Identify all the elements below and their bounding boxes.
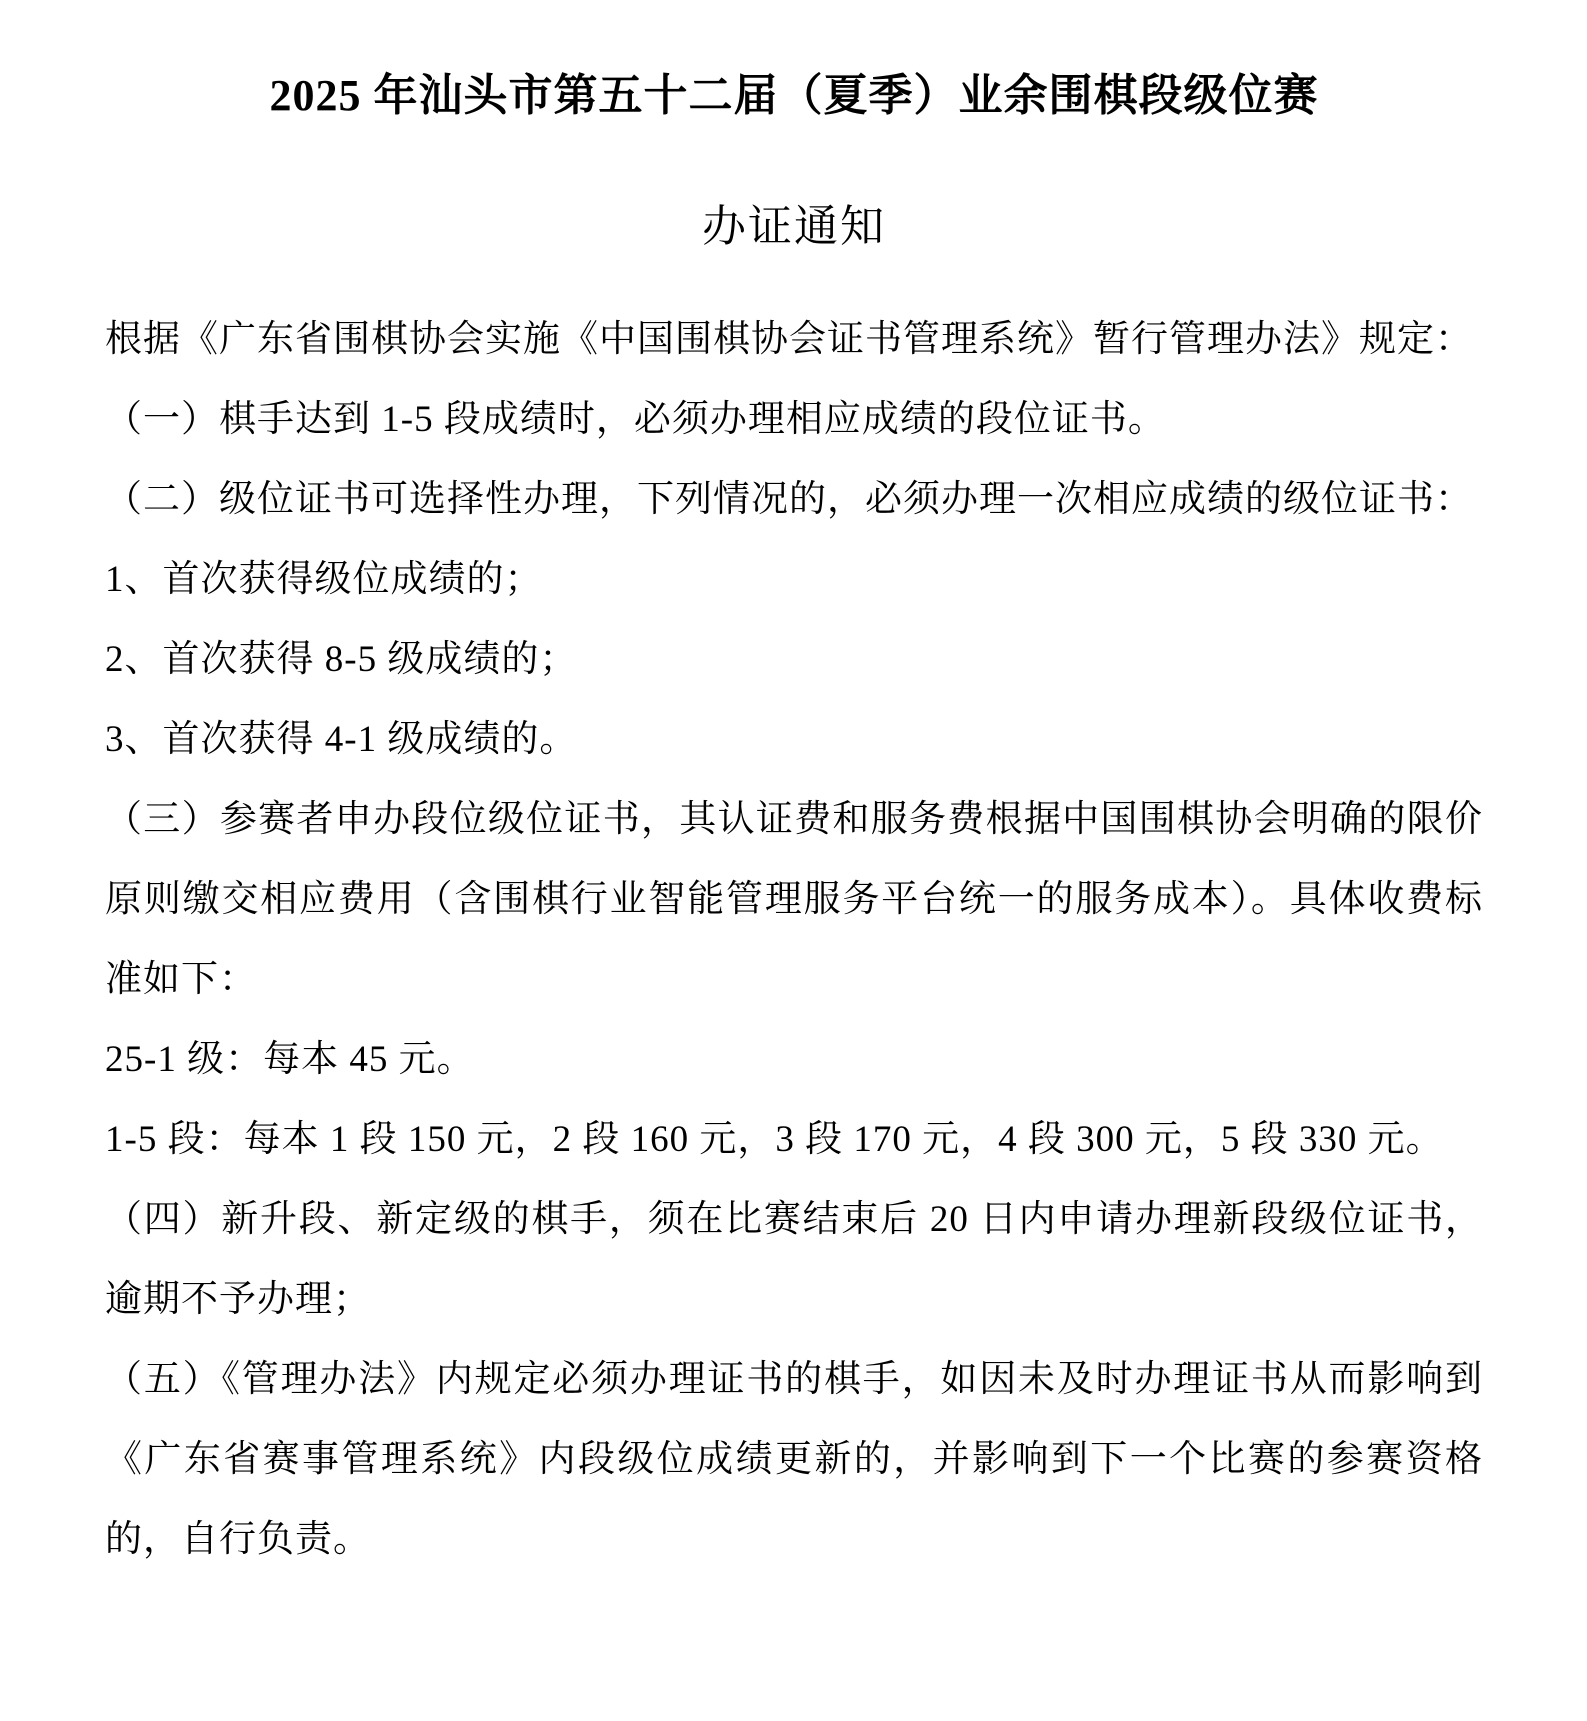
paragraph-fee-dan: 1-5 段：每本 1 段 150 元，2 段 160 元，3 段 170 元，4 段 300 元，5 段 330 元。	[105, 1119, 1444, 1160]
paragraph-item-3: （三）参赛者申办段位级位证书，其认证费和服务费根据中国围棋协会明确的限价原则缴交相应费用（含围棋行业智能管理服务平台统一的服务成本）。具体收费标准如下：	[105, 799, 1483, 1000]
paragraph-subitem-3: 3、首次获得 4-1 级成绩的。	[105, 719, 578, 760]
document-title: 2025 年汕头市第五十二届（夏季）业余围棋段级位赛	[269, 71, 1319, 120]
paragraph-item-4: （四）新升段、新定级的棋手，须在比赛结束后 20 日内申请办理新段级位证书，逾期不予办理；	[105, 1199, 1483, 1320]
paragraph-fee-kyu: 25-1 级：每本 45 元。	[105, 1039, 475, 1080]
paragraph-intro: 根据《广东省围棋协会实施《中国围棋协会证书管理系统》暂行管理办法》规定：	[105, 319, 1473, 360]
document-subtitle: 办证通知	[702, 202, 886, 251]
document-body	[105, 300, 1483, 1580]
paragraph-subitem-1: 1、首次获得级位成绩的；	[105, 559, 543, 600]
paragraph-subitem-2: 2、首次获得 8-5 级成绩的；	[105, 639, 578, 680]
paragraph-item-1: （一）棋手达到 1-5 段成绩时，必须办理相应成绩的段位证书。	[105, 399, 1166, 440]
paragraph-item-5: （五）《管理办法》内规定必须办理证书的棋手，如因未及时办理证书从而影响到《广东省赛事管理系统》内段级位成绩更新的，并影响到下一个比赛的参赛资格的，自行负责。	[105, 1359, 1483, 1560]
paragraph-item-2: （二）级位证书可选择性办理，下列情况的，必须办理一次相应成绩的级位证书：	[105, 479, 1473, 520]
